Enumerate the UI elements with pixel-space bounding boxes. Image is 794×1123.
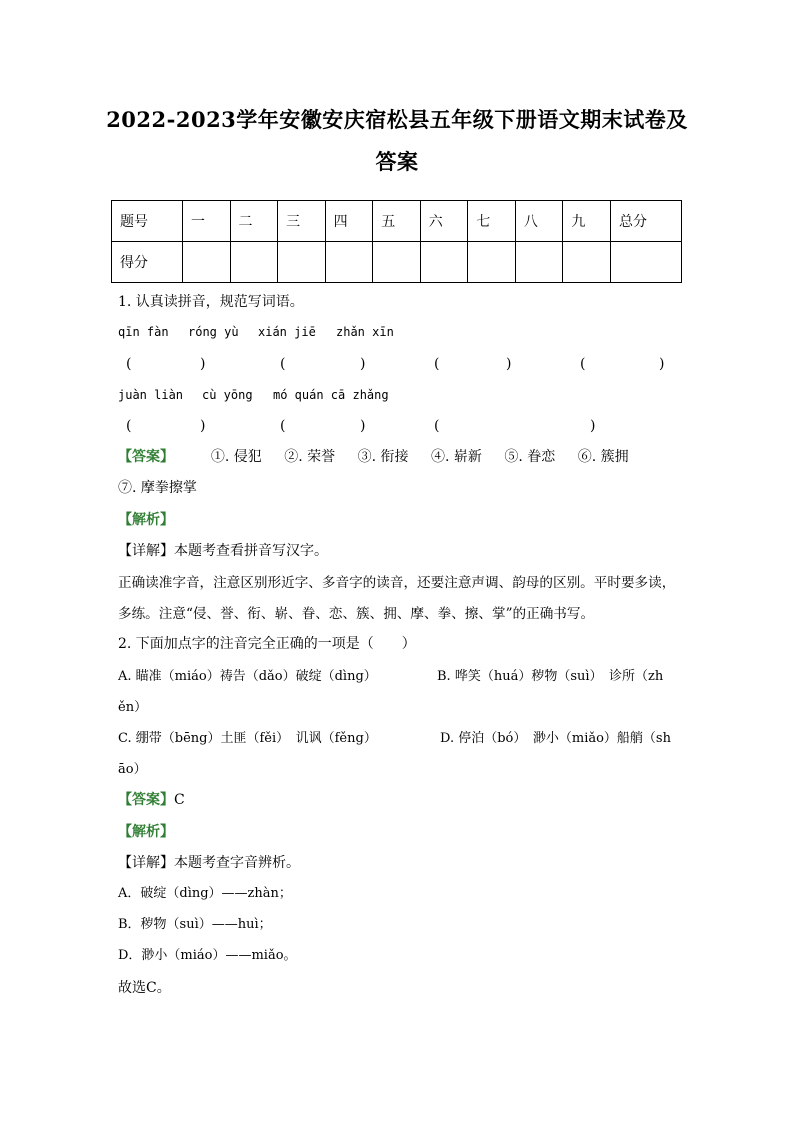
q2-line-d: D．渺小（miáo）——miǎo。 [118,948,297,963]
answer-item: ④. 崭新 [430,449,482,465]
q2-option-c: C. 绷带（bēng）土匪（fěi） 讥讽（fěng） [118,731,377,746]
header-cell: 九 [563,201,611,242]
answer-item: ⑤. 眷恋 [504,449,556,465]
answer-value: C [174,792,185,808]
q1-para-line1: 正确读准字音，注意区别形近字、多音字的读音，还要注意声调、韵母的区别。平时要多读， [118,575,676,591]
q1-detail: 【详解】本题考查看拼音写汉字。 [118,543,328,559]
answer-items [211,449,629,465]
header-cell: 三 [278,201,326,242]
q1-stem: 1. 认真读拼音，规范写词语。 [118,294,304,310]
answer-item: ③. 衔接 [357,449,409,465]
analysis-label: 【解析】 [118,824,174,840]
answer-item-7: ⑦. 摩拳擦掌 [118,480,197,496]
q2-option-b-cont: ěn） [118,700,148,715]
header-cell: 二 [230,201,278,242]
score-table [111,200,682,283]
pinyin: zhǎn xīn [336,325,394,339]
header-cell: 一 [183,201,231,242]
score-table-header-row [112,201,682,242]
pinyin: juàn liàn [118,388,184,402]
score-cell [278,242,326,283]
score-cell [373,242,421,283]
answer-item: ⑥. 簇拥 [577,449,629,465]
header-cell: 八 [515,201,563,242]
score-cell [420,242,468,283]
score-table-score-row [112,242,682,283]
pinyin: qīn fàn [118,325,169,339]
q2-stem: 2. 下面加点字的注音完全正确的一项是（ ） [118,636,416,652]
q1-answer [118,447,678,467]
q2-detail: 【详解】本题考查字音辨析。 [118,855,300,871]
pinyin: xián jiē [258,325,316,339]
header-cell: 七 [468,201,516,242]
q2-conclusion: 故选C。 [118,980,171,996]
row-label-cell: 得分 [112,242,183,283]
score-cell [563,242,611,283]
q1-para-line2: 多练。注意“侵、誉、衔、崭、眷、恋、簇、拥、摩、拳、擦、掌”的正确书写。 [118,606,595,622]
q2-answer [118,790,185,810]
score-cell [325,242,373,283]
header-cell: 总分 [611,201,682,242]
q2-option-d: D. 停泊（bó） 渺小（miǎo）船艄（sh [440,731,671,746]
header-cell: 六 [420,201,468,242]
page-title-cont: 答案 [375,149,419,174]
pinyin: cù yōng [202,388,253,402]
pinyin: mó quán cā zhǎng [273,388,389,402]
answer-label: 【答案】 [118,449,174,465]
q2-line-b: B．秽物（suì）——huì； [118,917,272,932]
q2-line-a: A．破绽（dìng）——zhàn； [118,886,292,901]
q2-option-a: A. 瞄准（miáo）祷告（dǎo）破绽（dìng） [118,669,377,684]
exam-page: 2022-2023学年安徽安庆宿松县五年级下册语文期末试卷及 答案 题号 一 二 三 四 五 六 七 八 九 总分 得分 1. 认真读拼音，规范写词语。 qīn fàn róng yù xián jiē zhǎn xīn ( ) ( ) ( ) ( ) juàn liàn cù yōng mó quán cā zhǎng ( ) ( ) ( ) 【答案】 ①. 侵犯 ②. 荣誉 ③. 衔接 ④. 崭新 ⑤. 眷恋 ⑥. 簇拥 ⑦. 摩拳擦掌 【解析】 【详解】本题考查看拼音写汉字。 正确读准字音，注意区别形近字、多音字的读音，还要注意声调、韵母的区别。平时要多读， 多练。注意“侵、誉、衔、崭、眷、恋、簇、拥、摩、拳、擦、掌”的正确书写。 2. 下面加点字的注音完全正确的一项是（ ） A. 瞄准（miáo）祷告（dǎo）破绽（dìng） B. 哗笑（huá）秽物（suì） 诊所（zh ěn） C. 绷带（bēng）土匪（fěi） 讥讽（fěng） D. 停泊（bó） 渺小（miǎo）船艄（sh āo） 【答案】C 【解析】 【详解】本题考查字音辨析。 A．破绽（dìng）——zhàn； B．秽物（suì）——huì； D．渺小（miáo）——miǎo。 故选C。 [0,0,794,1123]
score-cell [183,242,231,283]
answer-label: 【答案】 [118,792,174,808]
analysis-label: 【解析】 [118,512,174,528]
score-cell [230,242,278,283]
header-cell: 五 [373,201,421,242]
answer-item: ①. 侵犯 [210,449,262,465]
q2-option-d-cont: āo） [118,762,147,777]
score-cell [515,242,563,283]
header-cell: 题号 [112,201,183,242]
pinyin: róng yù [188,325,239,339]
header-cell: 四 [325,201,373,242]
q2-option-b: B. 哗笑（huá）秽物（suì） 诊所（zh [437,669,664,684]
page-title: 2022-2023学年安徽安庆宿松县五年级下册语文期末试卷及 [106,107,688,132]
score-cell [468,242,516,283]
answer-item: ②. 荣誉 [284,449,336,465]
score-cell [611,242,682,283]
